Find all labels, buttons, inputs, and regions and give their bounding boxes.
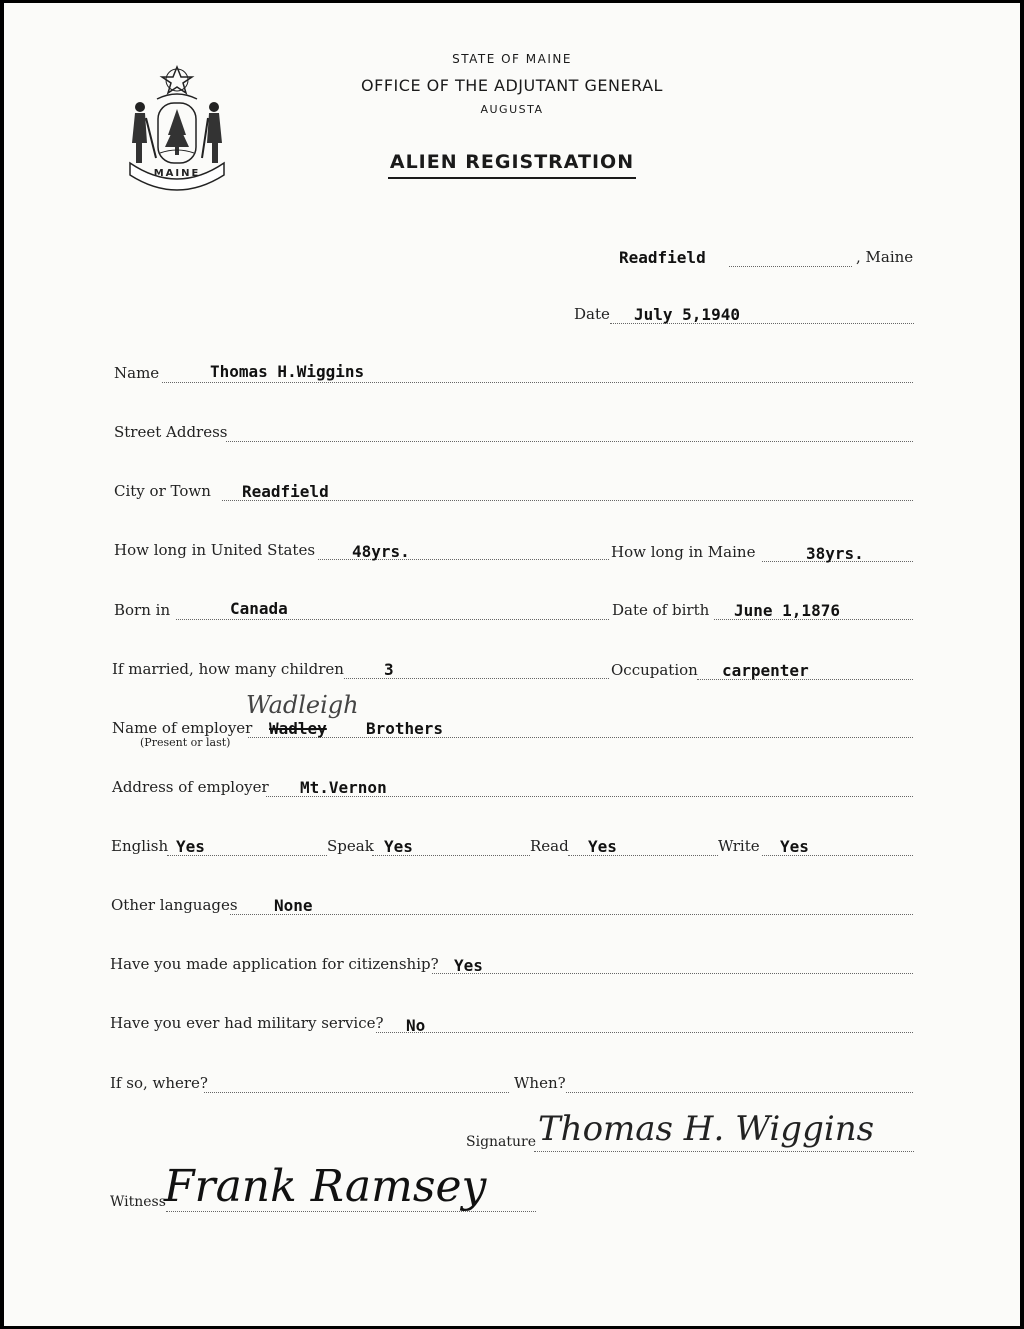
header-city: AUGUSTA bbox=[480, 103, 544, 116]
born-label: Born in bbox=[114, 601, 171, 619]
header-state: STATE OF MAINE bbox=[452, 52, 572, 66]
employer-sublabel: (Present or last) bbox=[140, 736, 231, 749]
employer-dotted-line bbox=[248, 737, 913, 738]
born-value: Canada bbox=[230, 599, 288, 618]
citizenship-dotted-line bbox=[432, 973, 913, 974]
employer-struck-value: Wadley bbox=[269, 719, 327, 738]
street-address-dotted-line bbox=[226, 441, 913, 442]
street-address-label: Street Address bbox=[114, 423, 228, 441]
employer-correction-handwritten: Wadleigh bbox=[246, 691, 359, 719]
write-value: Yes bbox=[780, 837, 809, 856]
employer-address-label: Address of employer bbox=[112, 778, 269, 796]
dob-value: June 1,1876 bbox=[734, 601, 840, 620]
date-label: Date bbox=[574, 305, 610, 323]
us-time-value: 48yrs. bbox=[352, 542, 410, 561]
name-value: Thomas H.Wiggins bbox=[210, 362, 365, 381]
other-languages-value: None bbox=[274, 896, 313, 915]
speak-value: Yes bbox=[384, 837, 413, 856]
maine-time-label: How long in Maine bbox=[611, 543, 756, 561]
other-languages-dotted-line bbox=[230, 914, 913, 915]
employer-address-value: Mt.Vernon bbox=[300, 778, 387, 797]
city-value: Readfield bbox=[242, 482, 329, 501]
when-label: When? bbox=[514, 1074, 566, 1092]
city-label: City or Town bbox=[114, 482, 211, 500]
employer-value: Brothers bbox=[366, 719, 444, 738]
english-label: English bbox=[111, 837, 169, 855]
military-label: Have you ever had military service? bbox=[110, 1014, 384, 1032]
read-value: Yes bbox=[588, 837, 617, 856]
other-languages-label: Other languages bbox=[111, 896, 238, 914]
name-dotted-line bbox=[162, 382, 913, 383]
children-value: 3 bbox=[384, 660, 394, 679]
employer-label: Name of employer bbox=[112, 719, 253, 737]
signature-label: Signature bbox=[466, 1134, 537, 1150]
where-label: If so, where? bbox=[110, 1074, 208, 1092]
where-dotted-line bbox=[204, 1092, 509, 1093]
military-dotted-line bbox=[376, 1032, 913, 1033]
header-office: OFFICE OF THE ADJUTANT GENERAL bbox=[361, 76, 663, 95]
military-value: No bbox=[406, 1016, 426, 1035]
citizenship-value: Yes bbox=[454, 956, 483, 975]
read-label: Read bbox=[530, 837, 569, 855]
dob-label: Date of birth bbox=[612, 601, 710, 619]
witness-handwritten: Frank Ramsey bbox=[164, 1161, 487, 1212]
occupation-value: carpenter bbox=[722, 661, 809, 680]
signature-dotted-line bbox=[534, 1151, 914, 1152]
date-value: July 5,1940 bbox=[634, 305, 740, 324]
registration-form bbox=[4, 3, 1020, 1326]
born-dotted-line bbox=[176, 619, 609, 620]
name-label: Name bbox=[114, 364, 160, 382]
write-label: Write bbox=[718, 837, 760, 855]
signature-handwritten: Thomas H. Wiggins bbox=[538, 1109, 875, 1149]
form-title bbox=[4, 151, 1020, 179]
seal-banner-text: MAINE bbox=[153, 168, 201, 179]
witness-label: Witness bbox=[110, 1194, 166, 1210]
place-town-value: Readfield bbox=[619, 248, 706, 267]
occupation-label: Occupation bbox=[611, 661, 698, 679]
us-time-label: How long in United States bbox=[114, 541, 316, 559]
form-title-text: ALIEN REGISTRATION bbox=[388, 151, 636, 179]
children-label: If married, how many children bbox=[112, 660, 344, 678]
maine-time-value: 38yrs. bbox=[806, 544, 864, 563]
when-dotted-line bbox=[566, 1092, 913, 1093]
citizenship-label: Have you made application for citizenship? bbox=[110, 955, 439, 973]
speak-label: Speak bbox=[327, 837, 374, 855]
place-dotted-line bbox=[729, 266, 852, 267]
english-value: Yes bbox=[176, 837, 205, 856]
place-state-label: , Maine bbox=[856, 248, 914, 266]
